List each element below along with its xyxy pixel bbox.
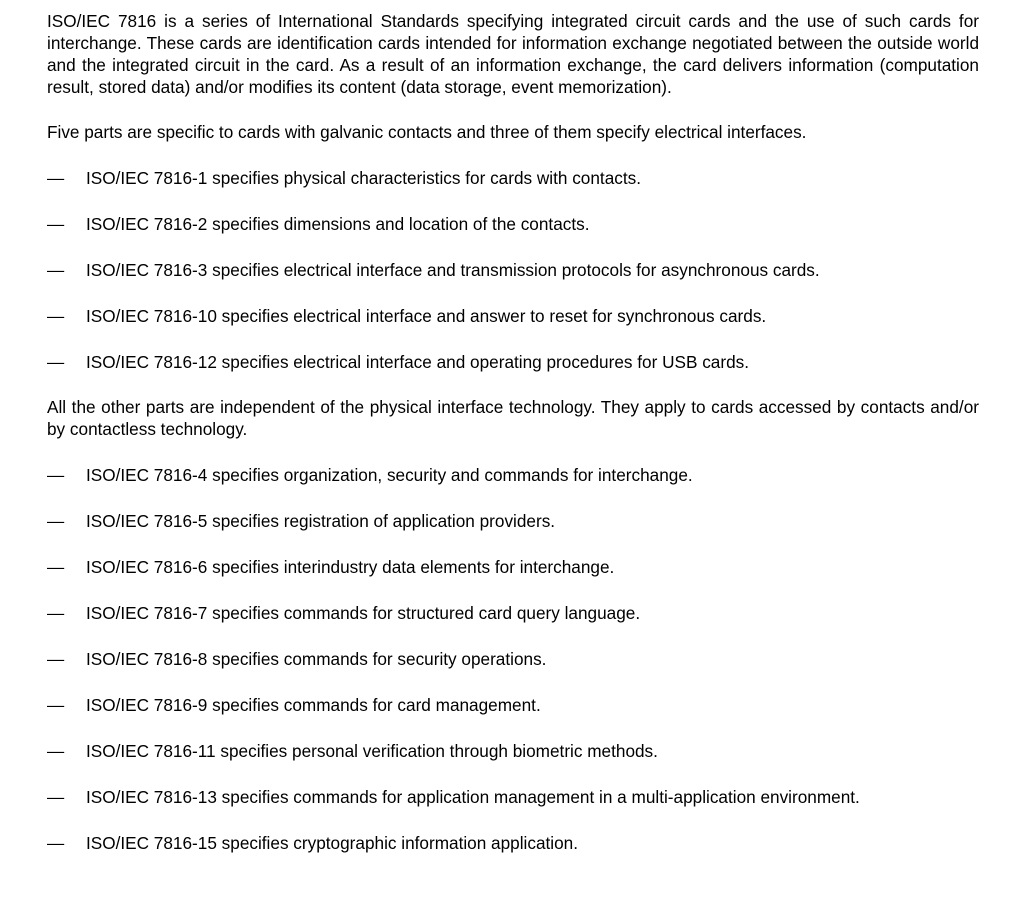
dash-marker: — bbox=[47, 557, 65, 577]
document-page bbox=[47, 10, 979, 878]
list-item-text: ISO/IEC 7816-6 specifies interindustry data elements for interchange. bbox=[86, 557, 615, 577]
dash-marker: — bbox=[47, 306, 65, 326]
list-item-text: ISO/IEC 7816-1 specifies physical characteristics for cards with contacts. bbox=[86, 168, 641, 188]
galvanic-parts-list bbox=[47, 167, 979, 373]
list-item bbox=[47, 510, 979, 532]
list-item-text: ISO/IEC 7816-9 specifies commands for card management. bbox=[86, 695, 541, 715]
dash-marker: — bbox=[47, 465, 65, 485]
dash-marker: — bbox=[47, 741, 65, 761]
list-item-text: ISO/IEC 7816-7 specifies commands for structured card query language. bbox=[86, 603, 641, 623]
list-item bbox=[47, 786, 979, 808]
list-item-text: ISO/IEC 7816-4 specifies organization, security and commands for interchange. bbox=[86, 465, 693, 485]
list-item-text: ISO/IEC 7816-2 specifies dimensions and location of the contacts. bbox=[86, 214, 590, 234]
dash-marker: — bbox=[47, 833, 65, 853]
list-item bbox=[47, 832, 979, 854]
dash-marker: — bbox=[47, 695, 65, 715]
dash-marker: — bbox=[47, 214, 65, 234]
list-item bbox=[47, 213, 979, 235]
dash-marker: — bbox=[47, 649, 65, 669]
list-item-text: ISO/IEC 7816-8 specifies commands for security operations. bbox=[86, 649, 547, 669]
list-item bbox=[47, 464, 979, 486]
list-item-text: ISO/IEC 7816-13 specifies commands for application management in a multi-application environment. bbox=[86, 787, 860, 807]
list-item bbox=[47, 556, 979, 578]
list-item bbox=[47, 351, 979, 373]
list-item-text: ISO/IEC 7816-12 specifies electrical interface and operating procedures for USB cards. bbox=[86, 352, 750, 372]
list-item bbox=[47, 694, 979, 716]
dash-marker: — bbox=[47, 352, 65, 372]
list-item bbox=[47, 602, 979, 624]
list-item bbox=[47, 167, 979, 189]
other-parts-intro-paragraph: All the other parts are independent of the physical interface technology. They apply to cards accessed by contacts and/or by contactless technology. bbox=[47, 397, 979, 439]
dash-marker: — bbox=[47, 260, 65, 280]
list-item bbox=[47, 648, 979, 670]
dash-marker: — bbox=[47, 511, 65, 531]
list-item bbox=[47, 259, 979, 281]
dash-marker: — bbox=[47, 168, 65, 188]
list-item bbox=[47, 740, 979, 762]
list-item-text: ISO/IEC 7816-10 specifies electrical interface and answer to reset for synchronous cards. bbox=[86, 306, 767, 326]
list-item bbox=[47, 305, 979, 327]
galvanic-intro-paragraph: Five parts are specific to cards with galvanic contacts and three of them specify electrical interfaces. bbox=[47, 122, 807, 142]
intro-paragraph: ISO/IEC 7816 is a series of International Standards specifying integrated circuit cards and the use of such cards for interchange. These cards are identification cards intended for information exchange negotiated between the outside world and the integrated circuit in the card. As a result of an information exchange, the card delivers information (computation result, stored data) and/or modifies its content (data storage, event memorization). bbox=[47, 11, 979, 97]
dash-marker: — bbox=[47, 603, 65, 623]
list-item-text: ISO/IEC 7816-11 specifies personal verification through biometric methods. bbox=[86, 741, 658, 761]
dash-marker: — bbox=[47, 787, 65, 807]
list-item-text: ISO/IEC 7816-15 specifies cryptographic information application. bbox=[86, 833, 579, 853]
list-item-text: ISO/IEC 7816-5 specifies registration of application providers. bbox=[86, 511, 556, 531]
other-parts-list bbox=[47, 464, 979, 854]
list-item-text: ISO/IEC 7816-3 specifies electrical interface and transmission protocols for asynchronous cards. bbox=[86, 260, 820, 280]
